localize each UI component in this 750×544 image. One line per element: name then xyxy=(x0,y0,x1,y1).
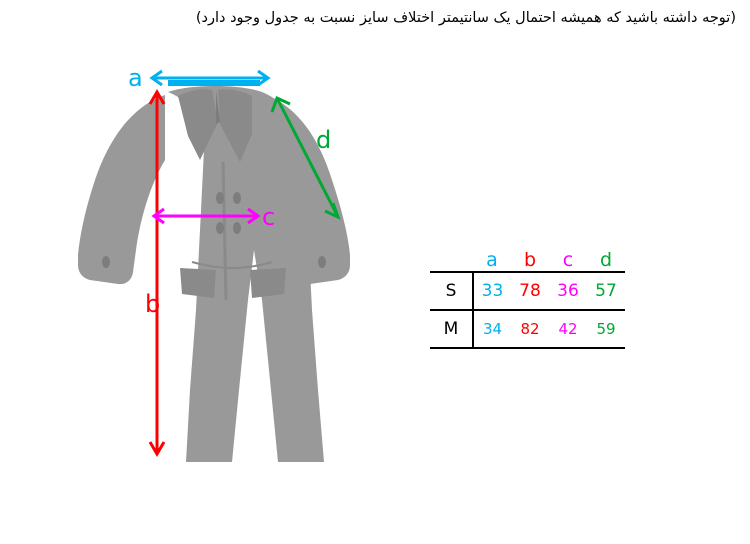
measure-d-label: d xyxy=(316,126,332,154)
column-header-a: a xyxy=(486,249,498,271)
table-header-row xyxy=(430,243,625,272)
cell-s-c: 36 xyxy=(549,272,587,310)
cell-m-c: 42 xyxy=(549,310,587,348)
cell-s-d: 57 xyxy=(587,272,625,310)
cell-m-d: 59 xyxy=(587,310,625,348)
measure-b-label: b xyxy=(145,290,161,318)
cell-m-b: 82 xyxy=(511,310,549,348)
column-header-b: b xyxy=(523,249,537,271)
cell-s-a: 33 xyxy=(473,272,511,310)
size-disclaimer-note: (توجه داشته باشید که همیشه احتمال یک سانتیمتر اختلاف سایز نسبت به جدول وجود دارد) xyxy=(195,10,736,26)
cell-m-a: 34 xyxy=(473,310,511,348)
coat-illustration xyxy=(78,86,350,462)
row-label-s: S xyxy=(430,272,473,310)
table-row xyxy=(430,272,625,310)
size-table xyxy=(430,243,625,349)
row-label-m: M xyxy=(430,310,473,348)
table-corner-cell xyxy=(430,243,473,272)
measure-a-label: a xyxy=(128,64,143,92)
table-row xyxy=(430,310,625,348)
coat-measurement-diagram xyxy=(40,50,420,490)
column-header-c: c xyxy=(562,249,574,271)
size-table-container xyxy=(430,243,670,349)
measure-c-label: c xyxy=(262,203,276,231)
cell-s-b: 78 xyxy=(511,272,549,310)
column-header-d: d xyxy=(599,249,613,271)
